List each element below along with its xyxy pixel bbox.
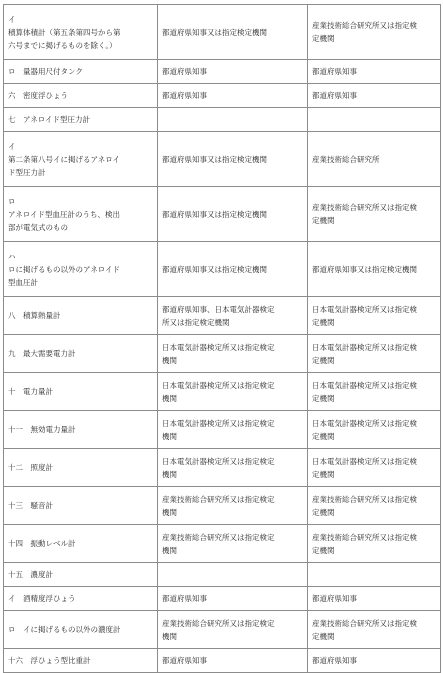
instrument-cell <box>4 587 158 611</box>
instrument-cell <box>4 373 158 411</box>
authority-cell <box>158 187 308 242</box>
authority-cell <box>158 563 308 587</box>
authority-cell <box>158 411 308 449</box>
cell-text-line: ロ 量器用尺付タンク <box>8 67 83 76</box>
cell-text-line: 産業技術総合研究所又は指定検定 <box>162 532 275 542</box>
table-row <box>4 335 441 373</box>
cell-text-line: 機関 <box>162 431 177 441</box>
cell-text-line: 産業技術総合研究所又は指定検 <box>312 494 417 504</box>
cell-text-line: 機関 <box>162 631 177 641</box>
table-row <box>4 525 441 563</box>
secondary-authority-cell <box>308 297 441 335</box>
cell-text-line: ロに掲げるもの以外のアネロイド <box>8 264 120 274</box>
cell-text-line: イ 酒精度浮ひょう <box>8 594 76 603</box>
cell-text-line: 産業技術総合研究所又は指定検 <box>312 618 417 628</box>
cell-text-line: 部が電気式のもの <box>8 222 68 232</box>
instrument-cell <box>4 60 158 84</box>
instrument-cell <box>4 5 158 60</box>
cell-text-line: 十一 無効電力量計 <box>8 425 76 434</box>
authority-cell <box>158 335 308 373</box>
table-body <box>4 5 441 673</box>
cell-text-line: 産業技術総合研究所又は指定検 <box>312 203 417 212</box>
instrument-cell <box>4 187 158 242</box>
cell-text-line: 都道府県知事 <box>162 67 207 76</box>
cell-text-line: 定機関 <box>312 355 335 365</box>
table-row <box>4 449 441 487</box>
cell-text-line: 都道府県知事又は指定検定機関 <box>312 264 417 274</box>
cell-text-line: 機関 <box>162 507 177 517</box>
cell-text-line: 積算体積計（第五条第四号から第 <box>8 27 121 37</box>
cell-text-line: 都道府県知事 <box>162 656 207 665</box>
cell-text-line: 日本電気計器検定所又は指定検定 <box>162 342 275 352</box>
secondary-authority-cell <box>308 411 441 449</box>
cell-text-line: 日本電気計器検定所又は指定検 <box>312 456 417 466</box>
table-row <box>4 611 441 649</box>
instrument-cell <box>4 563 158 587</box>
secondary-authority-cell <box>308 373 441 411</box>
cell-text-line: 都道府県知事 <box>312 91 357 100</box>
instrument-cell <box>4 84 158 108</box>
cell-text-line: 十六 浮ひょう型比重計 <box>8 656 91 665</box>
cell-text-line: 六 密度浮ひょう <box>8 91 68 100</box>
cell-text-line: 十五 濃度計 <box>8 570 53 579</box>
cell-text-line: ド型圧力計 <box>8 167 46 177</box>
authority-cell <box>158 373 308 411</box>
cell-text-line: 十三 騒音計 <box>8 501 53 510</box>
cell-text-line: 産業技術総合研究所 <box>312 154 380 164</box>
cell-text-line: 所又は指定検定機関 <box>162 317 230 327</box>
cell-text-line: ロ イに掲げるもの以外の濃度計 <box>8 625 121 634</box>
verification-authority-table <box>3 4 441 673</box>
cell-text-line: 定機関 <box>312 34 335 43</box>
authority-cell <box>158 60 308 84</box>
instrument-cell <box>4 297 158 335</box>
instrument-cell <box>4 449 158 487</box>
cell-text-line: 日本電気計器検定所又は指定検定 <box>162 418 275 428</box>
authority-cell <box>158 132 308 187</box>
authority-cell <box>158 297 308 335</box>
cell-text-line: 八 積算熱量計 <box>8 311 61 320</box>
authority-cell <box>158 525 308 563</box>
cell-text-line: 機関 <box>162 393 177 403</box>
cell-text-line: 定機関 <box>312 431 335 441</box>
table-row <box>4 297 441 335</box>
instrument-cell <box>4 132 158 187</box>
cell-text-line: 都道府県知事又は指定検定機関 <box>162 264 267 274</box>
cell-text-line: 定機関 <box>312 317 335 327</box>
cell-text-line: 七 アネロイド型圧力計 <box>8 115 90 124</box>
cell-text-line: 都道府県知事 <box>162 594 207 603</box>
cell-text-line: 産業技術総合研究所又は指定検 <box>312 532 417 542</box>
cell-text-line: 機関 <box>162 545 177 555</box>
secondary-authority-cell <box>308 5 441 60</box>
cell-text-line: 定機関 <box>312 216 335 225</box>
authority-cell <box>158 587 308 611</box>
table-row <box>4 60 441 84</box>
instrument-cell <box>4 649 158 673</box>
table-row <box>4 187 441 242</box>
authority-cell <box>158 611 308 649</box>
cell-text-line: ハ <box>8 251 16 261</box>
cell-text-line: 日本電気計器検定所又は指定検 <box>312 380 417 390</box>
cell-text-line: 定機関 <box>312 631 335 641</box>
secondary-authority-cell <box>308 587 441 611</box>
secondary-authority-cell <box>308 449 441 487</box>
secondary-authority-cell <box>308 60 441 84</box>
cell-text-line: 都道府県知事又は指定検定機関 <box>162 154 267 164</box>
table-row <box>4 242 441 297</box>
cell-text-line: 都道府県知事 <box>162 91 207 100</box>
cell-text-line: 都道府県知事又は指定検定機関 <box>162 27 267 37</box>
secondary-authority-cell <box>308 84 441 108</box>
cell-text-line: 定機関 <box>312 469 335 479</box>
cell-text-line: 型血圧計 <box>8 277 38 287</box>
table-row <box>4 563 441 587</box>
cell-text-line: 六号までに掲げるものを除く。） <box>8 40 117 50</box>
cell-text-line: 都道府県知事 <box>312 656 357 665</box>
secondary-authority-cell <box>308 132 441 187</box>
cell-text-line: 十 電力量計 <box>8 387 53 396</box>
authority-cell <box>158 5 308 60</box>
instrument-cell <box>4 242 158 297</box>
cell-text-line: 日本電気計器検定所又は指定検 <box>312 418 417 428</box>
cell-text-line: 産業技術総合研究所又は指定検 <box>312 21 417 30</box>
authority-cell <box>158 108 308 132</box>
secondary-authority-cell <box>308 187 441 242</box>
authority-cell <box>158 487 308 525</box>
table-row <box>4 132 441 187</box>
cell-text-line: 機関 <box>162 355 177 365</box>
cell-text-line: 十二 照度計 <box>8 463 53 472</box>
cell-text-line: 機関 <box>162 469 177 479</box>
cell-text-line: 都道府県知事 <box>312 594 357 603</box>
cell-text-line: 九 最大需要電力計 <box>8 349 76 358</box>
table-row <box>4 5 441 60</box>
secondary-authority-cell <box>308 487 441 525</box>
authority-cell <box>158 84 308 108</box>
table-row <box>4 487 441 525</box>
table-row <box>4 108 441 132</box>
cell-text-line: 日本電気計器検定所又は指定検 <box>312 342 417 352</box>
authority-cell <box>158 449 308 487</box>
secondary-authority-cell <box>308 563 441 587</box>
cell-text-line: 十四 振動レベル計 <box>8 539 76 548</box>
cell-text-line: 日本電気計器検定所又は指定検定 <box>162 380 275 390</box>
authority-cell <box>158 242 308 297</box>
instrument-cell <box>4 108 158 132</box>
table-row <box>4 84 441 108</box>
instrument-cell <box>4 611 158 649</box>
instrument-cell <box>4 525 158 563</box>
secondary-authority-cell <box>308 611 441 649</box>
cell-text-line: 日本電気計器検定所又は指定検定 <box>162 456 275 466</box>
authority-cell <box>158 649 308 673</box>
cell-text-line: 定機関 <box>312 507 335 517</box>
cell-text-line: 都道府県知事、日本電気計器検定 <box>162 304 275 314</box>
instrument-cell <box>4 335 158 373</box>
cell-text-line: 産業技術総合研究所又は指定検定 <box>162 494 275 504</box>
table-row <box>4 373 441 411</box>
secondary-authority-cell <box>308 242 441 297</box>
instrument-cell <box>4 411 158 449</box>
secondary-authority-cell <box>308 108 441 132</box>
table-row <box>4 411 441 449</box>
cell-text-line: 産業技術総合研究所又は指定検定 <box>162 618 275 628</box>
cell-text-line: 定機関 <box>312 393 335 403</box>
table-row <box>4 649 441 673</box>
secondary-authority-cell <box>308 649 441 673</box>
cell-text-line: 都道府県知事又は指定検定機関 <box>162 209 267 219</box>
secondary-authority-cell <box>308 335 441 373</box>
cell-text-line: アネロイド型血圧計のうち、検出 <box>8 209 120 219</box>
cell-text-line: 日本電気計器検定所又は指定検 <box>312 304 417 314</box>
cell-text-line: ロ <box>8 196 16 206</box>
cell-text-line: 第二条第八号イに掲げるアネロイ <box>8 154 120 164</box>
cell-text-line: イ <box>8 141 16 151</box>
table-row <box>4 587 441 611</box>
cell-text-line: 定機関 <box>312 545 335 555</box>
cell-text-line: イ <box>8 14 16 24</box>
secondary-authority-cell <box>308 525 441 563</box>
cell-text-line: 都道府県知事 <box>312 67 357 76</box>
instrument-cell <box>4 487 158 525</box>
